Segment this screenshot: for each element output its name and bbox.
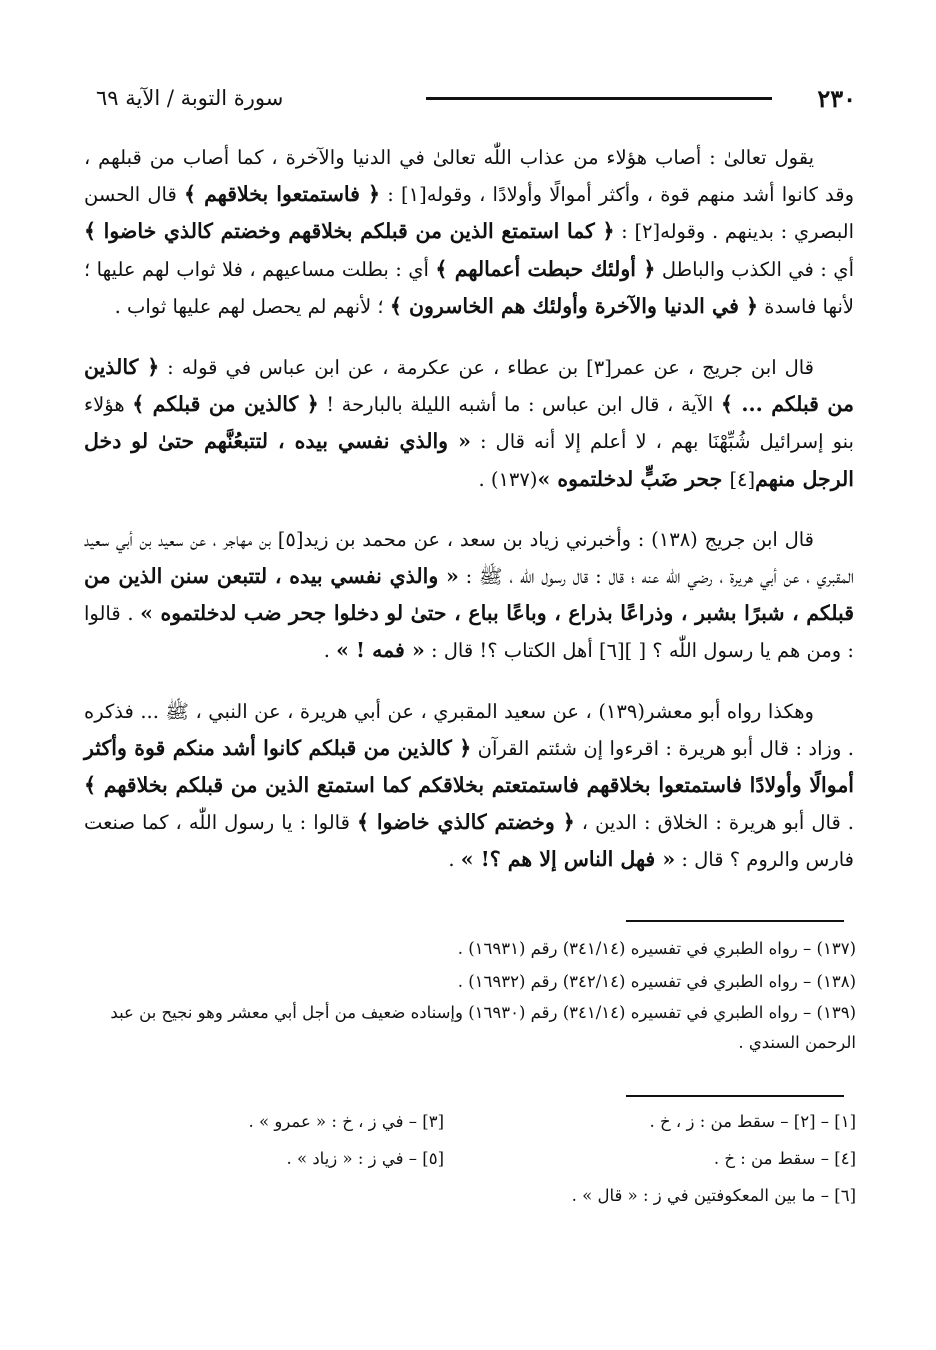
quoted-text: « والذي نفسي بيده ، لتتبعُنَّهم حتىٰ لو دخل الرجل منهم (84, 429, 854, 491)
text-run: (١٣٩) (598, 699, 645, 723)
paragraph-2 (84, 349, 854, 498)
variant-note: [٣] – في ز ، خ : « عمرو » . (248, 1112, 444, 1131)
text-run: يقول تعالىٰ : أصاب هؤلاء من عذاب اللّٰه تعالىٰ في الدنيا والآخرة ، كما أصاب من قبلهم ، وقد كانوا أشد منهم قوة ، وأكثر أموالًا وأولادًا ، وقوله (84, 146, 855, 207)
variant-note: [١] – [٢] – سقط من : ز ، خ . (649, 1112, 856, 1131)
page-header (96, 84, 856, 118)
text-run: . (323, 639, 337, 663)
footnote-137: (١٣٧) – رواه الطبري في تفسيره (٣٤١/١٤) رقم (١٦٩٣١) . (457, 939, 856, 958)
quoted-text: « فمه ! » (336, 638, 425, 663)
text-run: [٤] (729, 467, 756, 491)
text-run: ؛ لأنهم لم يحصل لهم عليها ثواب . (114, 294, 390, 318)
footnote-139: (١٣٩) – رواه الطبري في تفسيره (٣٤١/١٤) رقم (١٦٩٣٠) وإسناده ضعيف من أجل أبي معشر وهو نجيح بن عبد الرحمن السندي . (110, 1003, 856, 1052)
text-run: [١] (400, 183, 427, 207)
text-run: قالوا : يا رسول اللّٰه ، كما صنعت فارس والروم ؟ قال : (84, 811, 854, 872)
footnotes (96, 932, 856, 1058)
paragraph-1 (84, 140, 854, 325)
text-run: أي : بطلت مساعيهم ، فلا ثواب لهم عليها ؛ لأنها فاسدة (84, 257, 854, 318)
text-run: [٦] (598, 639, 625, 663)
variant-row (96, 1186, 856, 1223)
quoted-text: ﴿ كالذين من قبلكم كانوا أشد منكم قوة وأكثر أموالًا وأولادًا فاستمتعوا بخلاقهم فاستمتعتم بخلاقكم كما استمتع الذين من قبلكم بخلاقهم ﴾ (84, 735, 854, 798)
text-run: [٢] (634, 220, 661, 244)
text-run: قال الحسن البصري : بدينهم . وقوله (84, 183, 855, 244)
quoted-text: ﴿ وخضتم كالذي خاضوا ﴾ (356, 810, 575, 835)
variant-note: [٦] – ما بين المعكوفتين في ز : « قال » . (571, 1186, 856, 1205)
text-run: . قالوا : ومن هم يا رسول اللّٰه ؟ (84, 602, 854, 663)
text-run: : (614, 220, 635, 244)
manuscript-variants (96, 1112, 856, 1223)
variant-note: [٥] – في ز : « زياد » . (286, 1149, 444, 1168)
quoted-text: ﴿ أولئك حبطت أعمالهم ﴾ (435, 256, 656, 281)
text-run: [ ] (624, 639, 647, 663)
text-run: أي : في الكذب والباطل (655, 257, 854, 281)
text-run: . (448, 848, 461, 872)
text-run: بن عطاء ، عن عكرمة ، عن ابن عباس في قوله : (159, 356, 587, 380)
text-run: وهكذا رواه أبو معشر (644, 699, 814, 723)
text-run: أهل الكتاب ؟! قال : (424, 639, 599, 663)
paragraph-4 (84, 694, 854, 879)
text-run: (١٣٧) (490, 467, 538, 491)
main-text (84, 140, 854, 903)
quoted-text: « فهل الناس إلا هم ؟! » (460, 847, 676, 872)
text-run: قال ابن جريج (704, 527, 815, 551)
quoted-text: ﴿ في الدنيا والآخرة وأولئك هم الخاسرون ﴾ (389, 293, 759, 318)
text-run: قال ابن جريج ، عن عمر (611, 356, 814, 380)
variant-row (96, 1112, 856, 1149)
quoted-text: ﴿ كالذين من قبلكم ﴾ (132, 392, 319, 417)
text-run: (١٣٨) (644, 527, 705, 551)
variant-note: [٤] – سقط من : خ . (713, 1149, 856, 1168)
quoted-text: ﴿ كالذين من قبلكم ... ﴾ (84, 355, 854, 417)
page-number: ٢٣٠ (817, 84, 856, 113)
quoted-text: جحر ضَبٍّ لدخلتموه » (537, 466, 730, 491)
text-run: بن مهاجر ، عن سعيد بن أبي سعيد المقبري ، عن أبي هريرة ، رضي اللّٰه عنه ؛ قال : قال رسول اللّٰه ، ﷺ : (84, 527, 854, 589)
footnote-138: (١٣٨) – رواه الطبري في تفسيره (٣٤٢/١٤) رقم (١٦٩٣٢) . (457, 972, 856, 991)
text-run: الآية ، قال ابن عباس : ما أشبه الليلة بالبارحة ! (318, 393, 721, 417)
quoted-text: ﴿ فاستمتعوا بخلاقهم ﴾ (183, 182, 381, 207)
text-run: [٥] (277, 527, 304, 551)
text-run: : (380, 183, 401, 207)
quoted-text: « والذي نفسي بيده ، لتتبعن سنن الذين من قبلكم ، شبرًا بشبر ، وذراعًا بذراع ، وباعًا بباع ، حتىٰ لو دخلوا جحر ضب لدخلتموه » (84, 564, 854, 626)
paragraph-3 (84, 522, 854, 670)
text-run: : وأخبرني زياد بن سعد ، عن محمد بن زيد (303, 527, 645, 551)
text-run: ، عن سعيد المقبري ، عن أبي هريرة ، عن النبي ، ﷺ ... فذكره . وزاد : قال أبو هريرة : اقرءوا إن شئتم القرآن (84, 699, 854, 760)
variants-rule (626, 1095, 844, 1097)
footnote-rule (626, 920, 844, 922)
text-run: . (478, 467, 491, 491)
text-run: هؤلاء بنو إسرائيل شُبِّهْنَا بهم ، لا أعلم إلا أنه قال : (84, 393, 854, 454)
text-run: [٣] (586, 356, 612, 380)
surah-title: سورة التوبة / الآية ٦٩ (96, 86, 284, 110)
text-run: . قال أبو هريرة : الخلاق : الدين ، (574, 811, 855, 835)
variant-row (96, 1149, 856, 1186)
header-rule (426, 97, 772, 100)
quoted-text: ﴿ كما استمتع الذين من قبلكم بخلاقهم وخضتم كالذي خاضوا ﴾ (84, 219, 615, 244)
